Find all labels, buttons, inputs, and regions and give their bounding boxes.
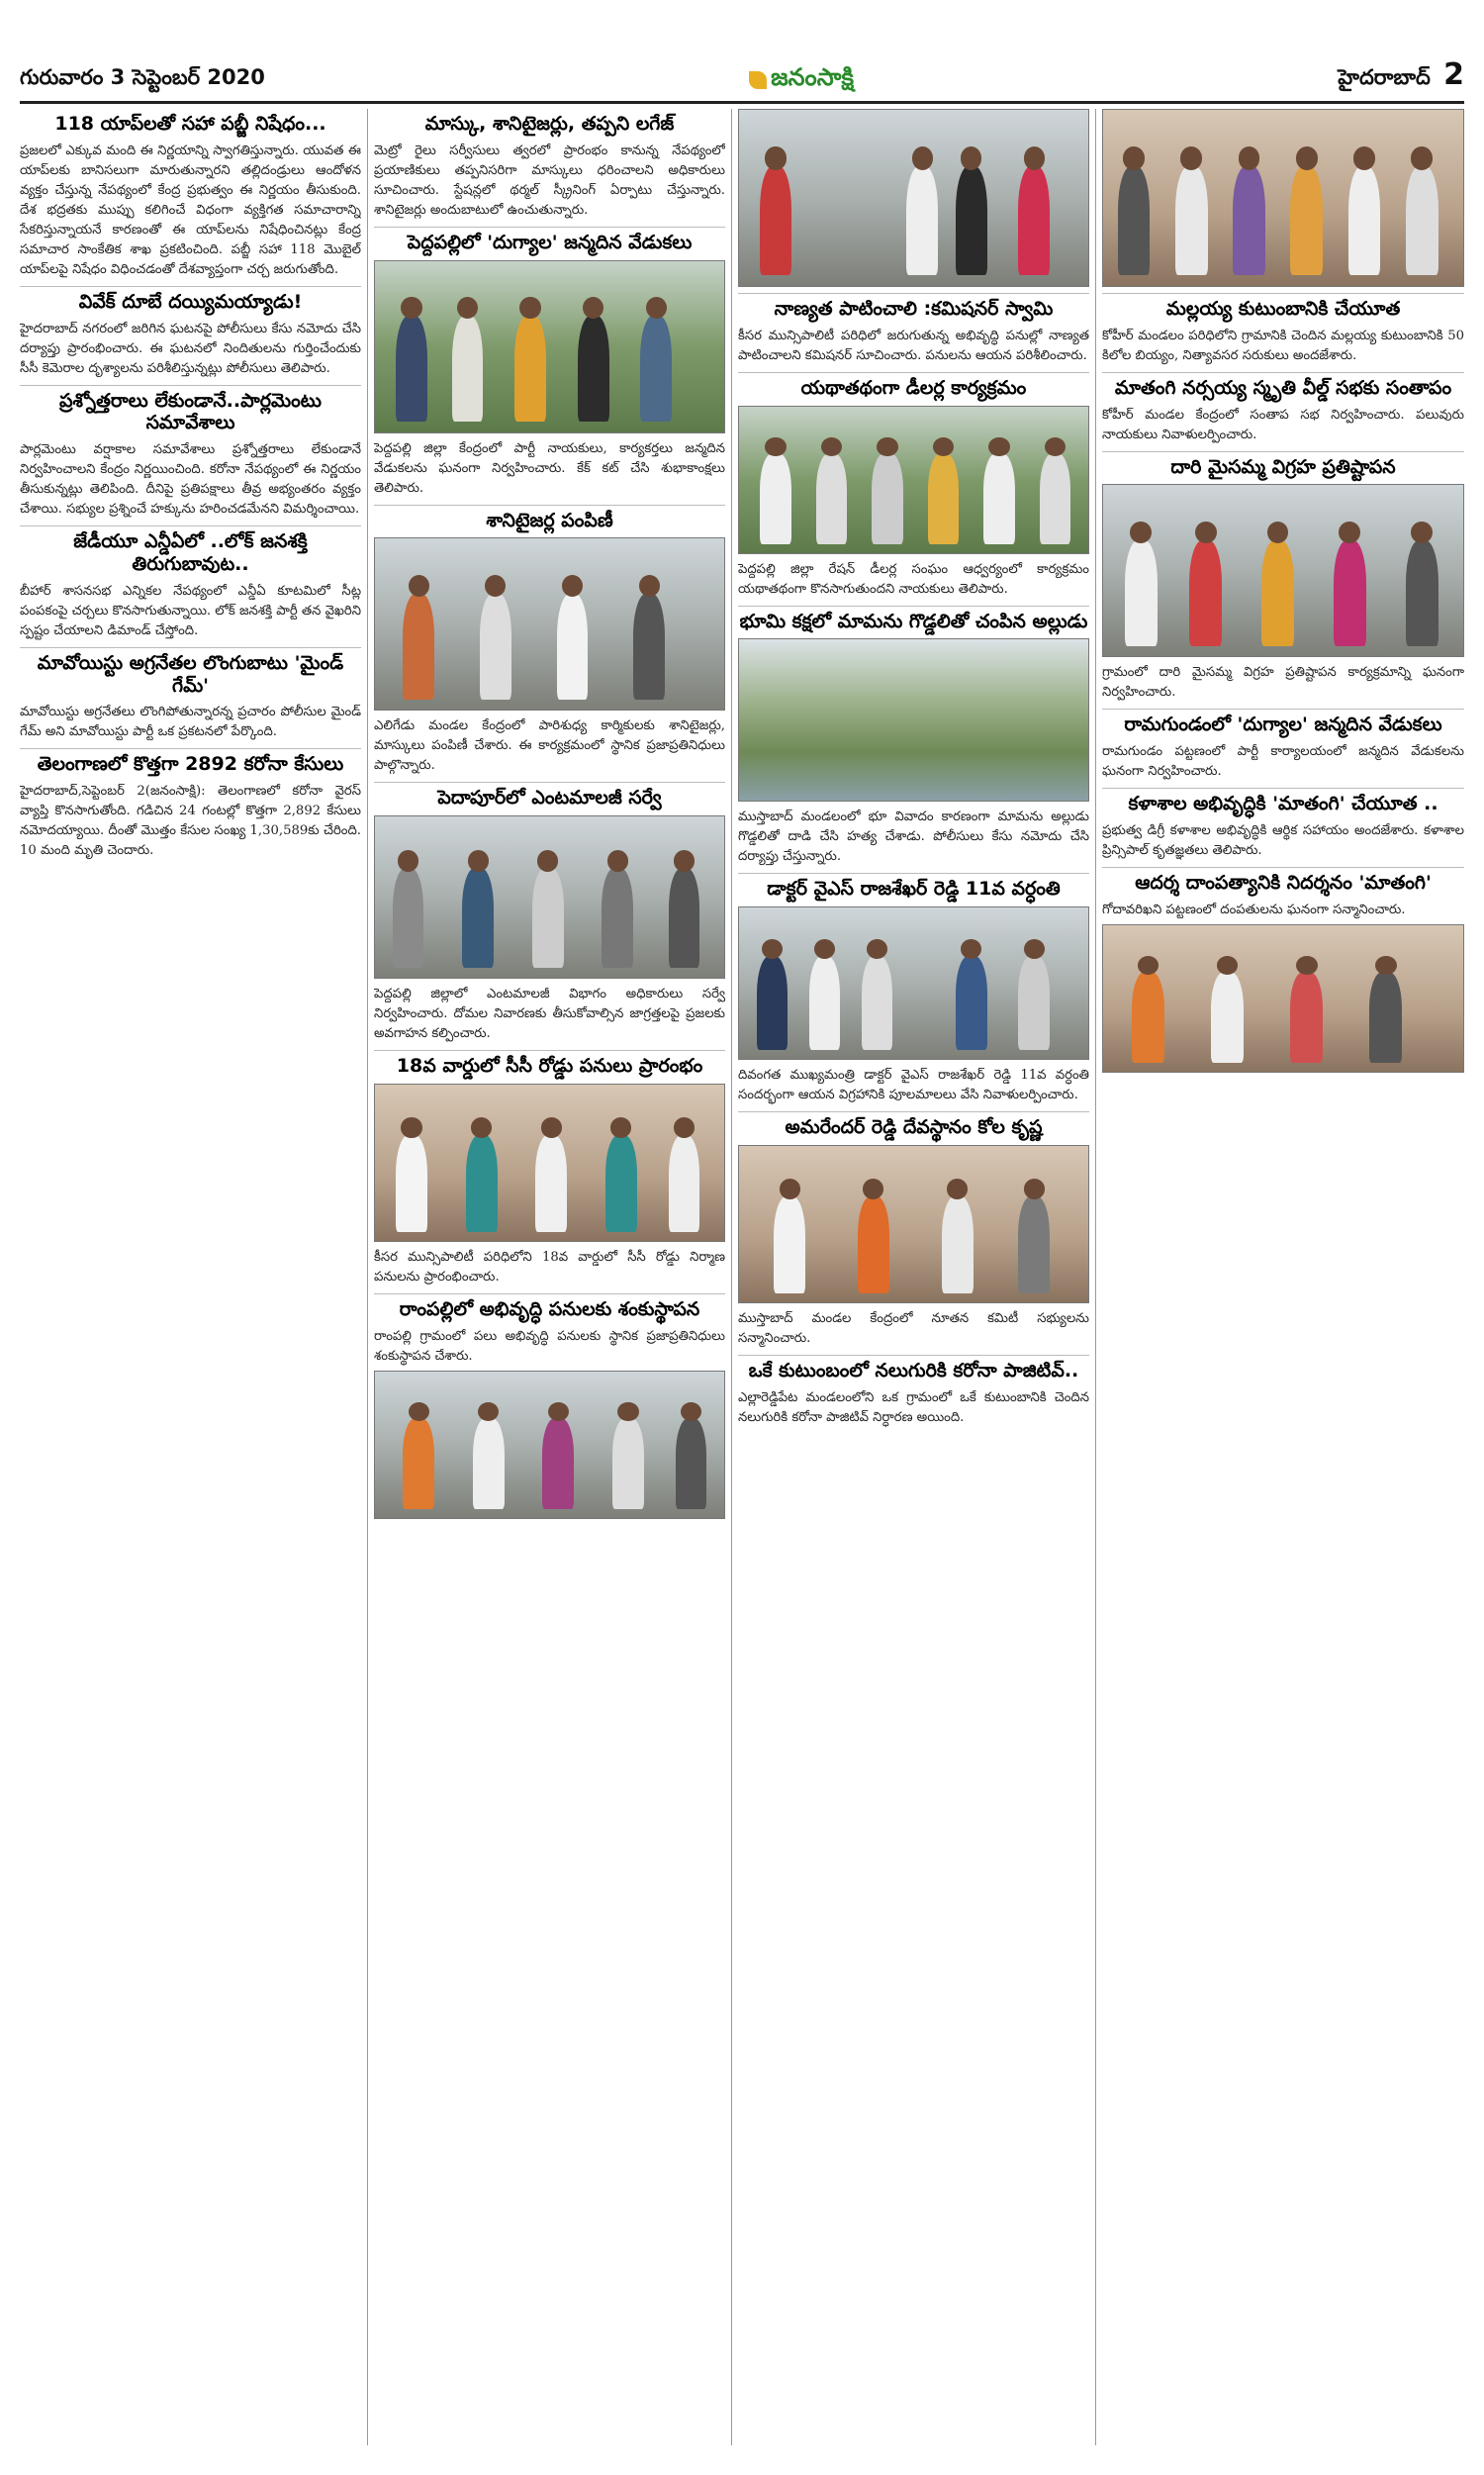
- story-headline: కళాశాల అభివృద్ధికి 'మాతంగి' చేయూత ..: [1102, 788, 1464, 815]
- news-story: [1102, 709, 1464, 782]
- story-headline: వివేక్ దూబే దయ్యిమయ్యాడు!: [20, 286, 361, 314]
- story-body: ప్రభుత్వ డిగ్రీ కళాశాల అభివృద్ధికి ఆర్థిక సహాయం అందజేశారు. కళాశాల ప్రిన్సిపాల్ కృతజ్ఞతలు తెలిపారు.: [1102, 822, 1464, 858]
- column-divider: [367, 109, 368, 2445]
- story-headline: మాతంగి నర్సయ్య స్మృతి వీల్డ్ సభకు సంతాపం: [1102, 372, 1464, 400]
- story-body: రాంపల్లి గ్రామంలో పలు అభివృద్ధి పనులకు స్థానిక ప్రజాప్రతినిధులు శంకుస్థాపన చేశారు.: [374, 1328, 725, 1364]
- news-photo: [738, 1145, 1089, 1303]
- story-body: మెట్రో రైలు సర్వీసులు త్వరలో ప్రారంభం కానున్న నేపథ్యంలో ప్రయాణికులు తప్పనిసరిగా మాస్కులు ధరించాలని అధికారులు సూచించారు. స్టేషన్లలో థర్మల్ స్క్రీనింగ్ ఏర్పాటు చేస్తున్నారు. శానిటైజర్లు అందుబాటులో ఉంచుతున్నారు.: [374, 143, 725, 218]
- news-story: [1102, 867, 1464, 1073]
- news-story: [1102, 451, 1464, 704]
- news-story: [20, 385, 361, 521]
- story-headline: యథాతథంగా డీలర్ల కార్యక్రమం: [738, 372, 1089, 400]
- story-body: పెద్దపల్లి జిల్లాలో ఎంటమాలజీ విభాగం అధికారులు సర్వే నిర్వహించారు. దోమల నివారణకు తీసుకోవాల్సిన జాగ్రత్తలపై ప్రజలకు అవగాహన కల్పించారు.: [374, 987, 725, 1042]
- story-body: హైదరాబాద్,సెప్టెంబర్ 2(జనంసాక్షి): తెలంగాణలో కరోనా వైరస్ వ్యాప్తి కొనసాగుతోంది. గడిచిన 24 గంటల్లో కొత్తగా 2,892 కేసులు నమోదయ్యాయి. దీంతో మొత్తం కేసుల సంఖ్య 1,30,589కు చేరింది. 10 మంది మృతి చెందారు.: [20, 784, 361, 859]
- column-2: [374, 109, 725, 2445]
- story-body: హైదరాబాద్ నగరంలో జరిగిన ఘటనపై పోలీసులు కేసు నమోదు చేసి దర్యాప్తు ప్రారంభించారు. ఈ ఘటనలో నిందితులను గుర్తించేందుకు సీసీ కెమెరాల దృశ్యాలను పరిశీలిస్తున్నట్లు పోలీసులు తెలిపారు.: [20, 321, 361, 376]
- story-body: ప్రజలలో ఎక్కువ మంది ఈ నిర్ణయాన్ని స్వాగతిస్తున్నారు. యువత ఈ యాప్‌లకు బానిసలుగా మారుతున్నారని తల్లిదండ్రులు ఆందోళన వ్యక్తం చేస్తున్న నేపథ్యంలో కేంద్ర ప్రభుత్వం ఈ నిర్ణయం తీసుకుంది. దేశ భద్రతకు ముప్పు కలిగించే విధంగా వ్యక్తిగత సమాచారాన్ని సేకరిస్తున్నాయనే కారణంతో ఈ యాప్‌లను నిషేధించినట్లు కేంద్ర సమాచార సాంకేతిక శాఖ ప్రకటించింది. పబ్జీ సహా 118 మొబైల్ యాప్‌లపై నిషేధం విధించడంతో దేశవ్యాప్తంగా చర్చ జరుగుతోంది.: [20, 143, 361, 277]
- story-headline: రామగుండంలో 'దుగ్యాల' జన్మదిన వేడుకలు: [1102, 709, 1464, 736]
- story-body: ఎలిగేడు మండల కేంద్రంలో పారిశుధ్య కార్మికులకు శానిటైజర్లు, మాస్కులు పంపిణీ చేశారు. ఈ కార్యక్రమంలో స్థానిక ప్రజాప్రతినిధులు పాల్గొన్నారు.: [374, 718, 725, 774]
- column-4: [1102, 109, 1464, 2445]
- story-body: ముస్తాబాద్ మండలంలో భూ వివాదం కారణంగా మామను అల్లుడు గొడ్డలితో దాడి చేసి హత్య చేశాడు. పోలీసులు కేసు నమోదు చేసి దర్యాప్తు చేస్తున్నారు.: [738, 809, 1089, 865]
- news-photo: [1102, 484, 1464, 657]
- news-story: [374, 113, 725, 221]
- news-story: [738, 293, 1089, 366]
- column-1: [20, 109, 361, 2445]
- news-photo: [738, 109, 1089, 287]
- page-number: 2: [1443, 57, 1464, 92]
- story-body: మావోయిస్టు అగ్రనేతలు లొంగిపోతున్నారన్న ప్రచారం పోలీసుల మైండ్ గేమ్ అని మావోయిస్టు పార్టీ ఒక ప్రకటనలో పేర్కొంది.: [20, 705, 361, 740]
- news-photo: [1102, 924, 1464, 1073]
- story-headline: డాక్టర్ వైఎస్ రాజశేఖర్ రెడ్డి 11వ వర్ధంతి: [738, 873, 1089, 901]
- story-headline: పెద్దపల్లిలో 'దుగ్యాల' జన్మదిన వేడుకలు: [374, 227, 725, 254]
- news-story: [738, 372, 1089, 600]
- story-headline: శానిటైజర్ల పంపిణీ: [374, 505, 725, 532]
- story-headline: ఒకే కుటుంబంలో నలుగురికి కరోనా పాజిటివ్..: [738, 1355, 1089, 1382]
- story-headline: నాణ్యత పాటించాలి :కమిషనర్ స్వామి: [738, 293, 1089, 321]
- story-headline: రాంపల్లిలో అభివృద్ధి పనులకు శంకుస్థాపన: [374, 1293, 725, 1321]
- news-photo: [738, 406, 1089, 554]
- news-story: [374, 1293, 725, 1519]
- story-headline: పెదాపూర్‌లో ఎంటమాలజీ సర్వే: [374, 782, 725, 809]
- news-story: [738, 873, 1089, 1105]
- story-headline: మాస్కు, శానిటైజర్లు, తప్పని లగేజ్: [424, 113, 675, 135]
- news-story: [20, 286, 361, 379]
- story-body: పెద్దపల్లి జిల్లా రేషన్ డీలర్ల సంఘం ఆధ్వర్యంలో కార్యక్రమం యథాతథంగా కొనసాగుతుందని నాయకులు తెలిపారు.: [738, 561, 1089, 597]
- story-body: రామగుండం పట్టణంలో పార్టీ కార్యాలయంలో జన్మదిన వేడుకలను ఘనంగా నిర్వహించారు.: [1102, 744, 1464, 780]
- news-photo: [1102, 109, 1464, 287]
- news-story: [1102, 788, 1464, 861]
- column-3: [738, 109, 1089, 2445]
- story-headline: జేడీయూ ఎన్డీఏలో ..లోక్ జనశక్తి తిరుగుబావుట..: [20, 525, 361, 576]
- issue-date: గురువారం 3 సెప్టెంబర్ 2020: [20, 65, 265, 89]
- news-story: [20, 113, 361, 280]
- story-headline: మావోయిస్టు అగ్రనేతల లొంగుబాటు 'మైండ్ గేమ్': [20, 647, 361, 698]
- news-story: [20, 647, 361, 743]
- news-photo: [374, 815, 725, 979]
- story-body: పార్లమెంటు వర్షాకాల సమావేశాలు ప్రశ్నోత్తరాలు లేకుండానే నిర్వహించాలని కేంద్రం నిర్ణయించింది. కరోనా నేపథ్యంలో ఈ నిర్ణయం తీసుకున్నట్లు తెలిపింది. దీనిపై ప్రతిపక్షాలు తీవ్ర అభ్యంతరం వ్యక్తం చేశాయి. సభ్యుల ప్రశ్నించే హక్కును హరించడమేనని విమర్శించాయి.: [20, 442, 361, 518]
- story-body: కీసర మున్సిపాలిటీ పరిధిలో జరుగుతున్న అభివృద్ధి పనుల్లో నాణ్యత పాటించాలని కమిషనర్ సూచించారు. పనులను ఆయన పరిశీలించారు.: [738, 328, 1089, 363]
- story-body: బీహార్ శాసనసభ ఎన్నికల నేపథ్యంలో ఎన్డీఏ కూటమిలో సీట్ల పంపకంపై చర్చలు కొనసాగుతున్నాయి. లోక్ జనశక్తి పార్టీ తన వైఖరిని స్పష్టం చేయాలని డిమాండ్ చేస్తోంది.: [20, 583, 361, 638]
- story-body: గ్రామంలో దారి మైసమ్మ విగ్రహ ప్రతిష్టాపన కార్యక్రమాన్ని ఘనంగా నిర్వహించారు.: [1102, 665, 1464, 701]
- news-story: [20, 748, 361, 861]
- story-body: కోహీర్ మండల కేంద్రంలో సంతాప సభ నిర్వహించారు. పలువురు నాయకులు నివాళులర్పించారు.: [1102, 407, 1464, 442]
- news-story: [1102, 372, 1464, 445]
- news-story: [374, 505, 725, 777]
- story-body: ముస్తాబాద్ మండల కేంద్రంలో నూతన కమిటీ సభ్యులను సన్మానించారు.: [738, 1310, 1089, 1346]
- story-body: కీసర మున్సిపాలిటీ పరిధిలోని 18వ వార్డులో సీసీ రోడ్డు నిర్మాణ పనులను ప్రారంభించారు.: [374, 1249, 725, 1285]
- news-photo: [374, 1084, 725, 1242]
- edition-city: హైదరాబాద్: [1338, 65, 1431, 89]
- story-headline: 118 యాప్‌లతో సహా పబ్జీ నిషేధం...: [54, 113, 326, 135]
- news-story: [1102, 293, 1464, 366]
- brand-name: జనంసాక్షి: [771, 63, 854, 91]
- brand-logo: [749, 63, 854, 101]
- edition-info: [1338, 57, 1464, 101]
- news-story: [374, 1050, 725, 1287]
- story-body: దివంగత ముఖ్యమంత్రి డాక్టర్ వైఎస్ రాజశేఖర్ రెడ్డి 11వ వర్ధంతి సందర్భంగా ఆయన విగ్రహానికి పూలమాలలు వేసి నివాళులర్పించారు.: [738, 1068, 1089, 1103]
- column-divider: [731, 109, 732, 2445]
- leaf-icon: [749, 71, 767, 89]
- story-body: గోదావరిఖని పట్టణంలో దంపతులను ఘనంగా సన్మానించారు.: [1102, 902, 1406, 917]
- news-story: [738, 1111, 1089, 1349]
- news-photo: [738, 638, 1089, 802]
- news-photo: [374, 537, 725, 711]
- story-body: ఎల్లారెడ్డిపేట మండలంలోని ఒక గ్రామంలో ఒకే కుటుంబానికి చెందిన నలుగురికి కరోనా పాజిటివ్ నిర్ధారణ అయింది.: [738, 1389, 1089, 1425]
- news-photo: [374, 1371, 725, 1519]
- news-story: [738, 1355, 1089, 1428]
- story-headline: 18వ వార్డులో సీసీ రోడ్డు పనులు ప్రారంభం: [374, 1050, 725, 1078]
- news-story: [374, 227, 725, 499]
- story-headline: అమరేందర్ రెడ్డి దేవస్థానం కోల కృష్ణ: [738, 1111, 1089, 1139]
- masthead: [20, 59, 1464, 104]
- story-body: కోహీర్ మండలం పరిధిలోని గ్రామానికి చెందిన మల్లయ్య కుటుంబానికి 50 కిలోల బియ్యం, నిత్యావసర సరుకులు అందజేశారు.: [1102, 328, 1464, 363]
- news-story: [374, 782, 725, 1044]
- news-photo: [374, 260, 725, 433]
- story-headline: ఆదర్శ దాంపత్యానికి నిదర్శనం 'మాతంగి': [1102, 867, 1464, 895]
- story-headline: తెలంగాణలో కొత్తగా 2892 కరోనా కేసులు: [20, 748, 361, 776]
- column-divider: [1095, 109, 1096, 2445]
- story-headline: ప్రశ్నోత్తరాలు లేకుండానే..పార్లమెంటు సమావేశాలు: [20, 385, 361, 435]
- news-photo: [738, 906, 1089, 1060]
- news-story: [738, 606, 1089, 868]
- story-headline: దారి మైసమ్మ విగ్రహ ప్రతిష్టాపన: [1102, 451, 1464, 479]
- story-body: పెద్దపల్లి జిల్లా కేంద్రంలో పార్టీ నాయకులు, కార్యకర్తలు జన్మదిన వేడుకలను ఘనంగా నిర్వహించారు. కేక్ కట్ చేసి శుభాకాంక్షలు తెలిపారు.: [374, 440, 725, 496]
- story-headline: భూమి కక్షలో మామను గొడ్డలితో చంపిన అల్లుడు: [738, 606, 1089, 633]
- news-story: [20, 525, 361, 641]
- story-headline: మల్లయ్య కుటుంబానికి చేయూత: [1102, 293, 1464, 321]
